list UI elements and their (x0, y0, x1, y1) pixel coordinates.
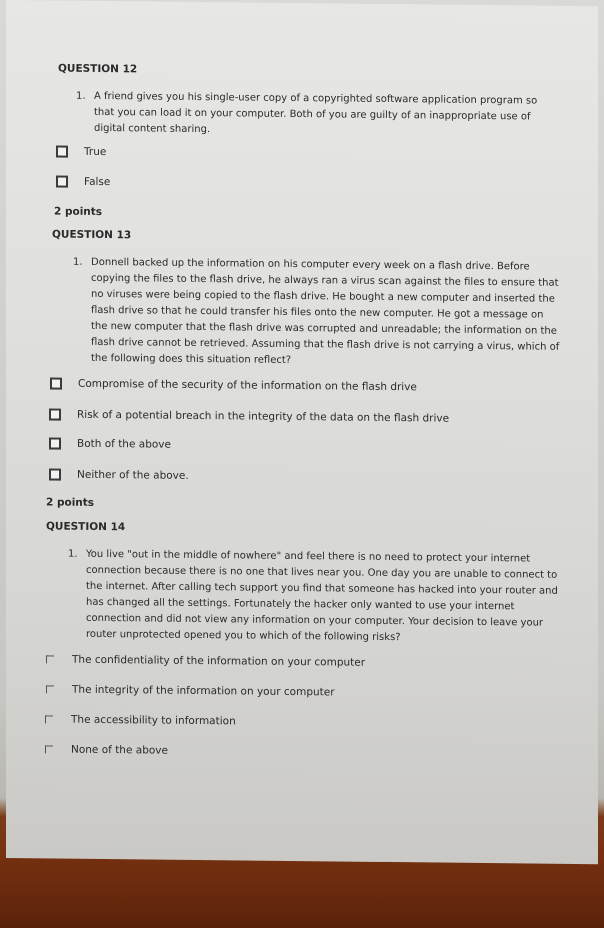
option-label: True (84, 145, 107, 159)
question-12-points: 2 points (54, 205, 103, 219)
option-label: None of the above (71, 743, 168, 757)
radio-icon[interactable] (46, 685, 54, 693)
option-label: Both of the above (77, 437, 171, 451)
radio-icon[interactable] (45, 745, 53, 753)
checkbox-icon[interactable] (56, 146, 68, 158)
option-label: False (84, 175, 111, 189)
checkbox-icon[interactable] (49, 408, 61, 420)
checkbox-icon[interactable] (50, 377, 62, 389)
option-label: Neither of the above. (77, 468, 189, 482)
checkbox-icon[interactable] (49, 437, 61, 449)
question-14-number: 1. (68, 548, 78, 560)
question-14-option-2[interactable] (46, 683, 335, 698)
checkbox-icon[interactable] (56, 176, 68, 188)
option-label: The confidentiality of the information on your computer (72, 653, 366, 669)
option-label: Compromise of the security of the information on the flash drive (78, 377, 417, 394)
question-13-number: 1. (73, 256, 83, 268)
question-12-title: QUESTION 12 (58, 62, 138, 76)
question-14-prompt: You live "out in the middle of nowhere" and feel there is no need to protect your internet connection because there is no one that lives near you. One day you are unable to connect to the internet. After calling tech support you find that someone has hacked into your router and has changed all the settings. Fortunately the hacker only wanted to use your internet connection and did not view any information on your computer. Your decision to leave your router unprotected opened you to which of the following risks? (86, 548, 558, 644)
question-12-prompt-block (76, 89, 544, 142)
question-14-option-4[interactable] (45, 743, 168, 756)
question-13-option-1[interactable] (50, 377, 417, 393)
question-14-option-3[interactable] (45, 713, 236, 727)
question-12-prompt: A friend gives you his single-user copy of a copyrighted software application program so that you can load it on your computer. Both of you are guilty of an inappropriate use of digital content sharing. (94, 90, 538, 136)
radio-icon[interactable] (45, 715, 53, 723)
paper-sheet (6, 0, 598, 864)
option-label: The integrity of the information on your computer (72, 683, 335, 699)
option-label: Risk of a potential breach in the integrity of the data on the flash drive (77, 408, 450, 425)
question-14-prompt-block (68, 547, 564, 648)
question-13-option-3[interactable] (49, 437, 171, 450)
question-13-option-2[interactable] (49, 408, 449, 424)
option-label: The accessibility to information (71, 713, 236, 728)
question-13-prompt-block (73, 255, 563, 372)
question-14-title: QUESTION 14 (46, 520, 126, 534)
question-13-title: QUESTION 13 (52, 228, 132, 242)
question-13-prompt: Donnell backed up the information on his computer every week on a flash drive. Before copying the files to the flash drive, he always ran a virus scan against the files to ensure that no viruses were being copied to the flash drive. He bought a new computer and inserted the flash drive so that he could transfer his files onto the new computer. He got a message on the new computer that the flash drive was corrupted and unreadable; the information on the flash drive cannot be retrieved. Assuming that the flash drive is not carrying a virus, which of the following does this situation reflect? (91, 256, 560, 366)
radio-icon[interactable] (46, 655, 54, 663)
question-13-option-4[interactable] (49, 468, 189, 481)
question-14-option-1[interactable] (46, 653, 365, 668)
question-12-option-true[interactable] (56, 146, 106, 159)
question-13-points: 2 points (46, 496, 95, 509)
question-12-number: 1. (76, 90, 86, 102)
checkbox-icon[interactable] (49, 468, 61, 480)
question-12-option-false[interactable] (56, 176, 110, 189)
